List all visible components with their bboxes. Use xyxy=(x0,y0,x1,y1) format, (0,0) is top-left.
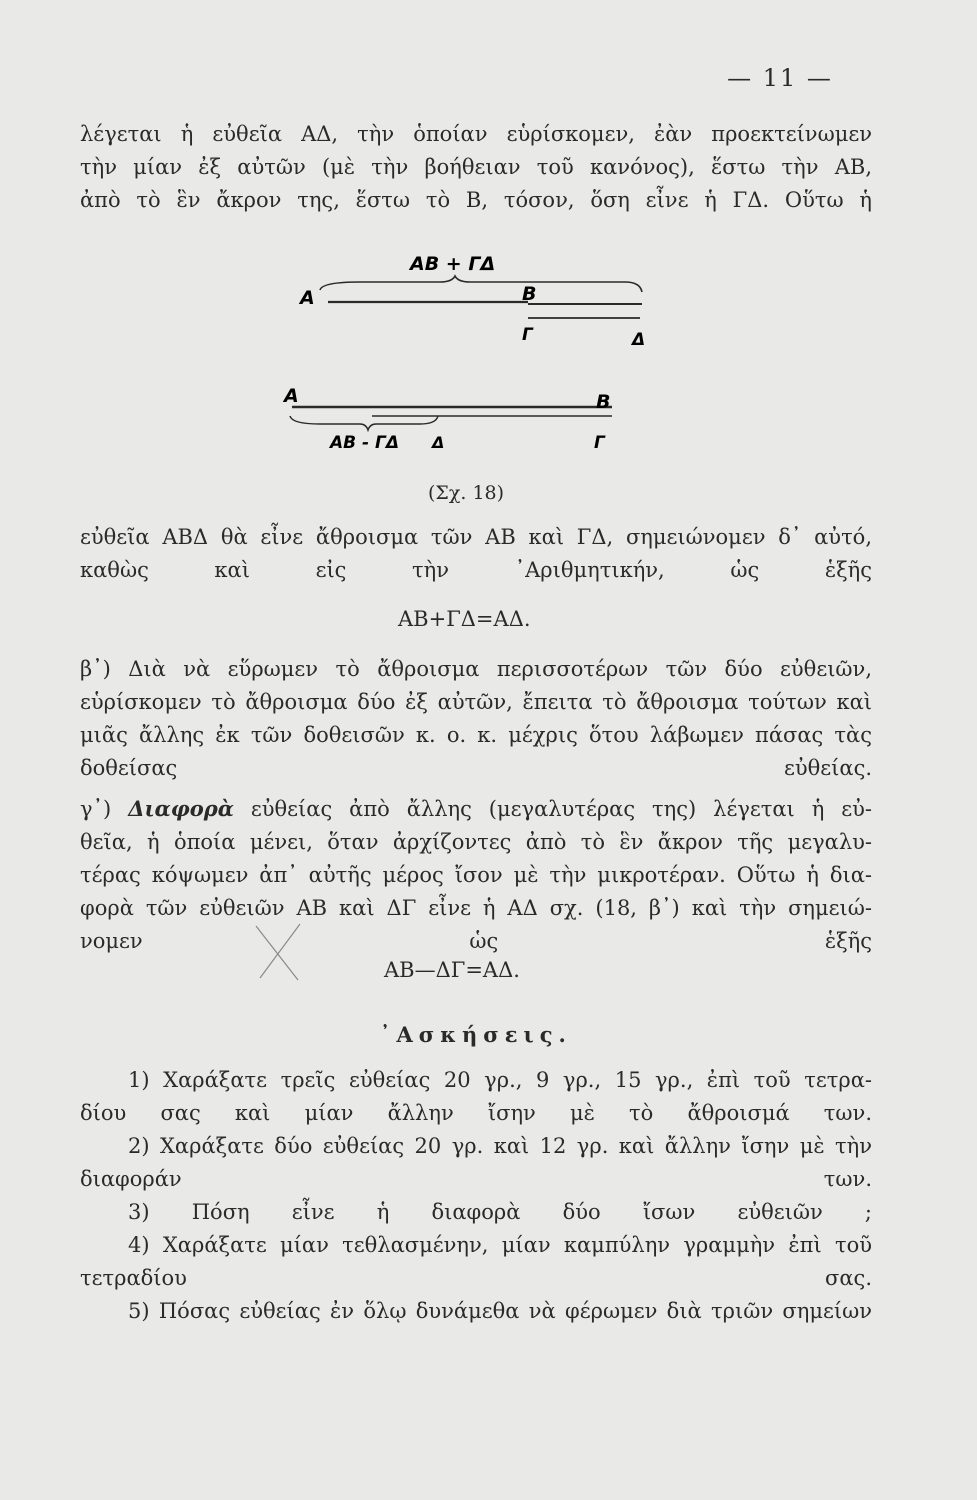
paragraph-3 xyxy=(80,653,872,785)
page-number: — 11 — xyxy=(727,64,833,92)
exercise-line: τετραδίου σας. xyxy=(80,1266,872,1290)
label-gamma: Γ xyxy=(522,325,533,345)
text-line: ἀπὸ τὸ ἓν ἄκρον της, ἕστω τὸ Β, τόσον, ὅση εἶνε ἡ ΓΔ. Οὕτω ἡ xyxy=(80,188,872,212)
text-line: δοθείσας εὐθείας. xyxy=(80,756,872,780)
text-line: λέγεται ἡ εὐθεῖα ΑΔ, τὴν ὁποίαν εὑρίσκομεν, ἐὰν προεκτείνωμεν xyxy=(80,122,872,146)
text-line: θεῖα, ἡ ὁποία μένει, ὅταν ἀρχίζοντες ἀπὸ τὸ ἓν ἄκρον τῆς μεγαλυ- xyxy=(80,830,872,854)
term-difference: Διαφορὰ xyxy=(128,796,234,821)
text-line: εὑρίσκομεν τὸ ἄθροισμα δύο ἐξ αὐτῶν, ἔπειτα τὸ ἄθροισμα τούτων καὶ xyxy=(80,690,872,714)
paragraph-1 xyxy=(80,118,872,217)
paragraph-4 xyxy=(80,792,872,958)
exercise-line: 5) Πόσας εὐθείας ἐν ὅλῳ δυνάμεθα νὰ φέρωμεν διὰ τριῶν σημείων xyxy=(128,1299,872,1323)
exercises-list xyxy=(80,1064,872,1328)
label-gamma-lower: Γ xyxy=(594,433,605,453)
pencil-mark xyxy=(250,918,310,988)
exercise-line: διαφοράν των. xyxy=(80,1167,872,1191)
text-line: μιᾶς ἄλλης ἐκ τῶν δοθεισῶν κ. ο. κ. μέχρις ὅτου λάβωμεν πάσας τὰς xyxy=(80,723,872,747)
text-line: νομεν ὡς ἑξῆς xyxy=(80,929,872,953)
text-line: β᾽) Διὰ νὰ εὕρωμεν τὸ ἄθροισμα περισσοτέρων τῶν δύο εὐθειῶν, xyxy=(80,657,872,681)
figure-label-sum: AB + ΓΔ xyxy=(410,253,496,275)
label-b-lower: B xyxy=(596,391,611,413)
item-prefix: γ᾽) xyxy=(80,797,112,821)
exercise-line: δίου σας καὶ μίαν ἄλλην ἴσην μὲ τὸ ἄθροισμά των. xyxy=(80,1101,872,1125)
label-delta-lower: Δ xyxy=(432,433,445,452)
formula-difference: ΑΒ—ΔΓ=ΑΔ. xyxy=(384,958,520,982)
label-a-lower: A xyxy=(284,385,299,407)
exercises-heading: ᾽Ασκήσεις. xyxy=(380,1022,572,1047)
text-line: εὐθεῖα ΑΒΔ θὰ εἶνε ἄθροισμα τῶν ΑΒ καὶ ΓΔ, σημειώνομεν δ᾽ αὐτό, xyxy=(80,525,872,549)
text-line xyxy=(80,792,872,826)
text-line: τὴν μίαν ἐξ αὐτῶν (μὲ τὴν βοήθειαν τοῦ κανόνος), ἕστω τὴν ΑΒ, xyxy=(80,155,872,179)
figure-18 xyxy=(0,240,977,480)
exercise-line: 3) Πόση εἶνε ἡ διαφορὰ δύο ἴσων εὐθειῶν ; xyxy=(128,1200,872,1224)
brace-sum xyxy=(320,276,642,292)
figure-label-difference: AB - ΓΔ xyxy=(330,433,399,453)
exercise-line: 1) Χαράξατε τρεῖς εὐθείας 20 γρ., 9 γρ., 15 γρ., ἐπὶ τοῦ τετρα- xyxy=(128,1068,872,1092)
brace-difference xyxy=(290,416,438,430)
text-fragment: εὐθείας ἀπὸ ἄλλης (μεγαλυτέρας της) λέγεται ἡ εὐ- xyxy=(250,797,872,821)
exercise-line: 4) Χαράξατε μίαν τεθλασμένην, μίαν καμπύλην γραμμὴν ἐπὶ τοῦ xyxy=(128,1233,872,1257)
label-a: A xyxy=(300,287,315,309)
figure-caption: (Σχ. 18) xyxy=(428,482,505,504)
label-b: B xyxy=(522,283,537,305)
text-line: τέρας κόψωμεν ἀπ᾽ αὐτῆς μέρος ἴσον μὲ τὴν μικροτέραν. Οὕτω ἡ δια- xyxy=(80,863,872,887)
text-line: φορὰ τῶν εὐθειῶν ΑΒ καὶ ΔΓ εἶνε ἡ ΑΔ σχ. (18, β᾽) καὶ τὴν σημειώ- xyxy=(80,896,872,920)
text-line: καθὼς καὶ εἰς τὴν ᾽Αριθμητικήν, ὡς ἑξῆς xyxy=(80,558,872,582)
exercise-line: 2) Χαράξατε δύο εὐθείας 20 γρ. καὶ 12 γρ. καὶ ἄλλην ἴσην μὲ τὴν xyxy=(128,1134,872,1158)
formula-sum: ΑΒ+ΓΔ=ΑΔ. xyxy=(398,607,531,631)
label-delta: Δ xyxy=(632,330,646,350)
paragraph-2 xyxy=(80,521,872,587)
